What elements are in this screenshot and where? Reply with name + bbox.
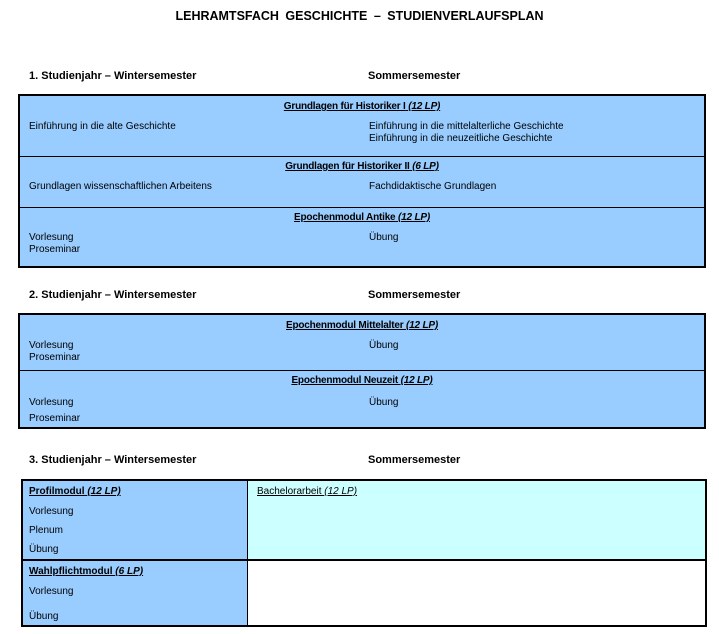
- course: Vorlesung: [29, 397, 74, 408]
- module-title: Profilmodul (12 LP): [29, 486, 121, 497]
- course: Übung: [369, 340, 399, 351]
- course: Übung: [369, 232, 399, 243]
- module-winter-courses: [29, 340, 80, 364]
- module-summer-courses: [369, 232, 398, 244]
- module-title: Epochenmodul Mittelalter (12 LP): [286, 320, 438, 331]
- module-title: Bachelorarbeit (12 LP): [257, 486, 358, 497]
- course: Vorlesung: [29, 340, 74, 351]
- course: Proseminar: [29, 244, 81, 255]
- module-winter-courses: [29, 121, 176, 133]
- year3-winter-label: 3. Studienjahr – Wintersemester: [29, 454, 197, 466]
- course: Übung: [29, 611, 59, 622]
- module-title: Epochenmodul Neuzeit (12 LP): [291, 375, 433, 386]
- course: Proseminar: [29, 352, 81, 363]
- module-profil: [23, 481, 248, 561]
- module-grundlagen-2: [20, 156, 704, 207]
- course: Vorlesung: [29, 506, 74, 517]
- module-mittelalter: [20, 315, 704, 370]
- course: Proseminar: [29, 413, 81, 424]
- module-summer-courses: [369, 340, 398, 352]
- year3-table: [21, 479, 707, 627]
- year2-table: [18, 313, 706, 429]
- course: Vorlesung: [29, 586, 74, 597]
- module-title: Grundlagen für Historiker II (6 LP): [285, 161, 439, 172]
- module-title: Wahlpflichtmodul (6 LP): [29, 566, 144, 577]
- module-wahlpflicht: [23, 561, 248, 625]
- course: Plenum: [29, 525, 63, 536]
- module-winter-courses: [29, 395, 80, 427]
- module-neuzeit: [20, 370, 704, 427]
- module-bachelorarbeit: [248, 481, 705, 561]
- module-winter-courses: [29, 181, 212, 193]
- year3-summer-label: Sommersemester: [368, 454, 461, 466]
- page-title: LEHRAMTSFACH GESCHICHTE – STUDIENVERLAUFSPLAN: [175, 9, 544, 23]
- course: Grundlagen wissenschaftlichen Arbeitens: [29, 181, 212, 192]
- course: Übung: [369, 397, 399, 408]
- year2-winter-label: 2. Studienjahr – Wintersemester: [29, 289, 197, 301]
- year1-table: [18, 94, 706, 268]
- course: Fachdidaktische Grundlagen: [369, 181, 497, 192]
- course: Einführung in die alte Geschichte: [29, 121, 176, 132]
- module-summer-courses: [369, 121, 564, 145]
- year1-summer-label: Sommersemester: [368, 70, 461, 82]
- year1-winter-label: 1. Studienjahr – Wintersemester: [29, 70, 197, 82]
- module-summer-courses: [369, 395, 398, 411]
- module-grundlagen-1: [20, 96, 704, 156]
- course: Einführung in die neuzeitliche Geschichte: [369, 133, 553, 144]
- course: Einführung in die mittelalterliche Geschichte: [369, 121, 564, 132]
- year2-summer-label: Sommersemester: [368, 289, 461, 301]
- module-antike: [20, 207, 704, 266]
- module-summer-courses: [369, 181, 496, 193]
- module-title: Grundlagen für Historiker I (12 LP): [283, 101, 441, 112]
- empty-cell: [248, 561, 705, 625]
- module-title: Epochenmodul Antike (12 LP): [294, 212, 430, 223]
- course: Übung: [29, 544, 59, 555]
- module-winter-courses: [29, 232, 80, 256]
- course: Vorlesung: [29, 232, 74, 243]
